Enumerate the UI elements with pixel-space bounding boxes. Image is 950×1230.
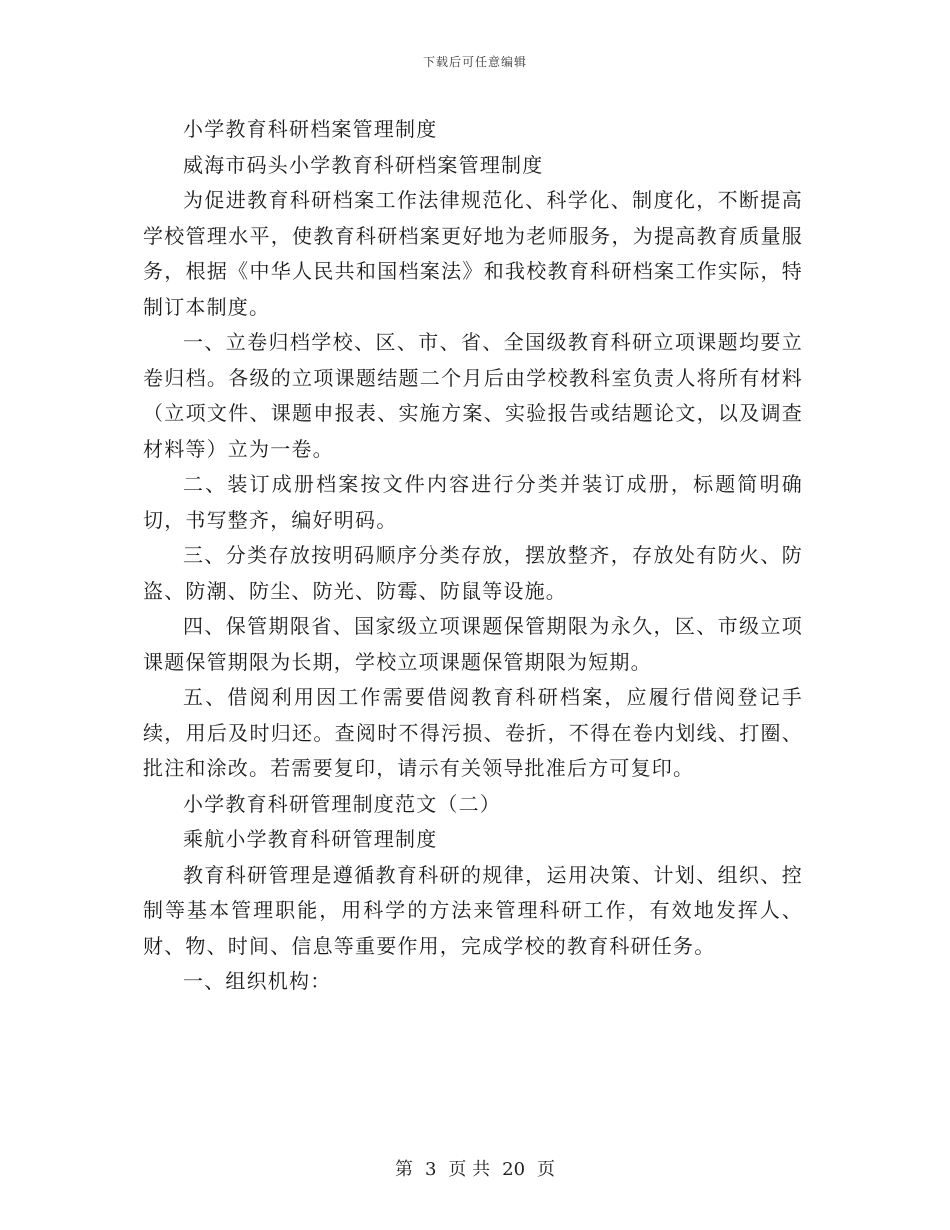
footer-prefix: 第 — [394, 1159, 413, 1180]
total-page-count: 20 — [502, 1159, 526, 1180]
paragraph: 一、组织机构： — [183, 969, 332, 993]
section-heading: 威海市码头小学教育科研档案管理制度 — [183, 152, 544, 177]
page-footer — [0, 1155, 950, 1181]
footer-middle: 页 共 — [448, 1159, 491, 1180]
paragraph: 教育科研管理是遵循教育科研的规律，运用决策、计划、组织、控制等基本管理职能，用科学的方法来管理科研工作，有效地发挥人、财、物、时间、信息等重要作用，完成学校的教育科研任务。 — [143, 862, 803, 958]
current-page-number: 3 — [424, 1159, 437, 1180]
document-body — [143, 112, 803, 1000]
paragraph: 三、分类存放按明码顺序分类存放，摆放整齐，存放处有防火、防盗、防潮、防尘、防光、防霉、防鼠等设施。 — [143, 543, 803, 603]
page-header: 下载后可任意编辑 — [422, 55, 527, 69]
paragraph: 一、立卷归档学校、区、市、省、全国级教育科研立项课题均要立卷归档。各级的立项课题结题二个月后由学校教科室负责人将所有材料（立项文件、课题申报表、实施方案、实验报告或结题论文，以及调查材料等）立为一卷。 — [143, 330, 803, 461]
document-title: 小学教育科研档案管理制度 — [183, 117, 438, 141]
footer-suffix: 页 — [537, 1159, 556, 1180]
section-heading: 小学教育科研管理制度范文（二） — [183, 791, 501, 816]
section-heading: 乘航小学教育科研管理制度 — [183, 827, 438, 851]
paragraph: 二、装订成册档案按文件内容进行分类并装订成册，标题简明确切，书写整齐，编好明码。 — [143, 472, 803, 532]
paragraph: 为促进教育科研档案工作法律规范化、科学化、制度化，不断提高学校管理水平，使教育科研档案更好地为老师服务，为提高教育质量服务，根据《中华人民共和国档案法》和我校教育科研档案工作实际，特制订本制度。 — [143, 188, 803, 319]
paragraph: 四、保管期限省、国家级立项课题保管期限为永久，区、市级立项课题保管期限为长期，学校立项课题保管期限为短期。 — [143, 614, 803, 674]
paragraph: 五、借阅利用因工作需要借阅教育科研档案，应履行借阅登记手续，用后及时归还。查阅时不得污损、卷折，不得在卷内划线、打圈、批注和涂改。若需要复印，请示有关领导批准后方可复印。 — [143, 685, 803, 780]
